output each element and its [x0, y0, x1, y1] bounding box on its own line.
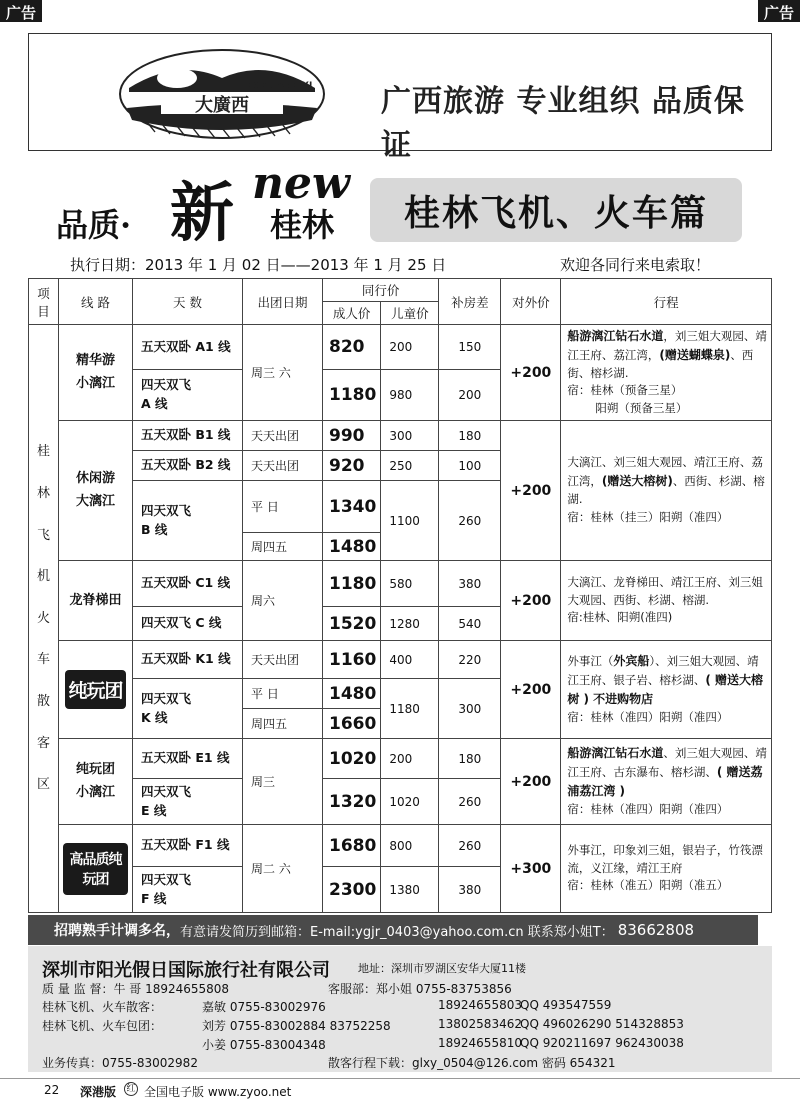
line-name: 纯玩团 小漓江 [59, 739, 133, 825]
recruit-phone: 83662808 [617, 921, 695, 939]
adult-price: 990 [323, 421, 381, 451]
tier-c: 四天双飞 C 线 [133, 607, 243, 641]
execution-dates: 执行日期：2013 年 1 月 02 日——2013 年 1 月 25 日 [70, 256, 447, 274]
adult-price: 1680 [323, 825, 381, 867]
company-address: 地址：深圳市罗湖区安华大厦11楼 [358, 962, 526, 975]
company-name: 深圳市阳光假日国际旅行社有限公司 [42, 960, 330, 981]
brand-xin: 新 [170, 176, 234, 251]
header-supplement: 补房差 [439, 279, 501, 325]
child-price: 1020 [381, 779, 439, 825]
recruit-bold: 招聘熟手计调多名， [54, 923, 180, 939]
edition-label: 深港版 [80, 1085, 117, 1099]
child-price: 980 [381, 369, 439, 420]
line-name-stamp [59, 825, 133, 913]
tier-f: 四天双飞 F 线 [133, 867, 243, 913]
adult-price: 1480 [323, 679, 381, 709]
itinerary: 外事江，印象刘三姐，银岩子，竹筏漂流，义江缘，靖江王府 宿：桂林（准五）阳朔（准五） [561, 825, 772, 913]
ad-tag-right: 广告 [758, 0, 800, 22]
external-price: +200 [501, 739, 561, 825]
tier-e: 四天双飞 E 线 [133, 779, 243, 825]
line-name: 精华游 小漓江 [59, 325, 133, 421]
child-price: 200 [381, 325, 439, 370]
departure: 周四五 [243, 533, 323, 561]
header-external: 对外价 [501, 279, 561, 325]
adult-price: 1340 [323, 481, 381, 533]
supplement: 300 [439, 679, 501, 739]
logo-chinese: 大廣西 [195, 95, 249, 116]
tier-k1: 五天双卧 K1 线 [133, 641, 243, 679]
departure: 周四五 [243, 709, 323, 739]
brand-new: new [252, 158, 350, 209]
header-line: 线 路 [59, 279, 133, 325]
brand-prefix: 品质· [56, 206, 132, 244]
child-price: 1280 [381, 607, 439, 641]
tier-e1: 五天双卧 E1 线 [133, 739, 243, 779]
header-peer-price: 同行价 [323, 279, 439, 302]
child-price: 1100 [381, 481, 439, 561]
departure: 天天出团 [243, 641, 323, 679]
child-price: 580 [381, 561, 439, 607]
slogan: 广西旅游 专业组织 品质保证 [381, 84, 745, 163]
external-price: +300 [501, 825, 561, 913]
logo-english: DA GUANG XI [245, 81, 313, 91]
header-adult: 成人价 [323, 302, 381, 325]
line-name-stamp [59, 641, 133, 739]
tier-a: 四天双飞 A 线 [133, 369, 243, 420]
header-child: 儿童价 [381, 302, 439, 325]
daguangxi-logo [117, 48, 327, 140]
routes-table [28, 278, 772, 913]
supplement: 220 [439, 641, 501, 679]
child-price: 1380 [381, 867, 439, 913]
adult-price: 1180 [323, 561, 381, 607]
adult-price: 920 [323, 451, 381, 481]
page-footer [0, 1078, 800, 1100]
header-departure: 出团日期 [243, 279, 323, 325]
adult-price: 1320 [323, 779, 381, 825]
tier-a1: 五天双卧 A1 线 [133, 325, 243, 370]
itinerary: 外事江（外宾船）、刘三姐大观园、靖江王府、银子岩、榕杉湖、( 赠送大榕树 ) 不进购物店 宿：桂林（准四）阳朔（准四） [561, 641, 772, 739]
departure: 天天出团 [243, 451, 323, 481]
ad-tag-left: 广告 [0, 0, 42, 22]
external-price: +200 [501, 421, 561, 561]
header-itinerary: 行程 [561, 279, 772, 325]
tier-b2: 五天双卧 B2 线 [133, 451, 243, 481]
line-name: 龙脊梯田 [59, 561, 133, 641]
tier-b: 四天双飞 B 线 [133, 481, 243, 561]
child-price: 300 [381, 421, 439, 451]
departure: 周六 [243, 561, 323, 641]
itinerary: 船游漓江钻石水道、刘三姐大观园、靖江王府、古东瀑布、榕杉湖、( 赠送荔浦荔江湾 ) 宿：桂林（准四）阳朔（准四） [561, 739, 772, 825]
itinerary: 船游漓江钻石水道，刘三姐大观园、靖江王府、荔江湾，(赠送蝴蝶泉)、西街、榕杉湖. 宿：桂林（预备三星） 阳朔（预备三星） [561, 325, 772, 421]
supplement: 540 [439, 607, 501, 641]
child-price: 400 [381, 641, 439, 679]
title-row [56, 158, 772, 250]
banner [28, 33, 772, 163]
supplement: 260 [439, 779, 501, 825]
brand-city: 桂林 [270, 206, 335, 244]
stamp-label: 纯玩团 [65, 670, 125, 709]
departure: 周三 [243, 739, 323, 825]
adult-price: 1480 [323, 533, 381, 561]
region-label: 桂 林 飞 机 火 车 散 客 区 [29, 325, 59, 913]
supplement: 260 [439, 481, 501, 561]
adult-price: 1160 [323, 641, 381, 679]
supplement: 200 [439, 369, 501, 420]
section-title: 桂林飞机、火车篇 [370, 178, 742, 242]
page-number: 22 [44, 1083, 60, 1097]
supplement: 380 [439, 561, 501, 607]
child-price: 800 [381, 825, 439, 867]
red-badge-icon: 红 [124, 1082, 138, 1096]
adult-price: 1180 [323, 369, 381, 420]
child-price: 200 [381, 739, 439, 779]
supplement: 100 [439, 451, 501, 481]
external-price: +200 [501, 641, 561, 739]
child-price: 250 [381, 451, 439, 481]
departure: 周二 六 [243, 825, 323, 913]
website-link[interactable]: 全国电子版 www.zyoo.net [144, 1085, 292, 1099]
supplement: 150 [439, 325, 501, 370]
departure: 平 日 [243, 679, 323, 709]
departure: 周三 六 [243, 325, 323, 421]
adult-price: 820 [323, 325, 381, 370]
tier-k: 四天双飞 K 线 [133, 679, 243, 739]
external-price: +200 [501, 325, 561, 421]
departure: 天天出团 [243, 421, 323, 451]
departure: 平 日 [243, 481, 323, 533]
child-price: 1180 [381, 679, 439, 739]
line-name: 休闲游 大漓江 [59, 421, 133, 561]
adult-price: 1660 [323, 709, 381, 739]
adult-price: 1020 [323, 739, 381, 779]
adult-price: 2300 [323, 867, 381, 913]
company-footer: 深圳市阳光假日国际旅行社有限公司 地址：深圳市罗湖区安华大厦11楼 质 量 监 督：牛 哥 18924655808 客服部：郑小姐 0755-83753856 桂林飞机、火车散客： 嘉敏 0755-83002976 18924655803 QQ 493547559 桂林飞机、火车包团： 刘芳 0755-83002884 83752258 13802583462 QQ 496026290 514328853 小姜 0755-83004348 18924655810 QQ 920211697 962430038 业务传真：0755-83002982 散客行程下载：glxy_0504@126.com 密码 654321 [28, 946, 772, 1072]
supplement: 180 [439, 421, 501, 451]
header-region: 项目 [29, 279, 59, 325]
recruit-text: 有意请发简历到邮箱：E-mail:ygjr_0403@yahoo.com.cn 联系郑小姐T： [180, 924, 614, 940]
supplement: 180 [439, 739, 501, 779]
tier-c1: 五天双卧 C1 线 [133, 561, 243, 607]
header-days: 天 数 [133, 279, 243, 325]
adult-price: 1520 [323, 607, 381, 641]
supplement: 380 [439, 867, 501, 913]
recruit-bar [28, 915, 758, 945]
itinerary: 大漓江、龙脊梯田、靖江王府、刘三姐大观园、西街、杉湖、榕湖. 宿:桂林、阳朔(准四) [561, 561, 772, 641]
supplement: 260 [439, 825, 501, 867]
tier-b1: 五天双卧 B1 线 [133, 421, 243, 451]
itinerary: 大漓江、刘三姐大观园、靖江王府、荔江湾，(赠送大榕树)、西街、杉湖、榕湖. 宿：桂林（挂三）阳朔（准四） [561, 421, 772, 561]
tier-f1: 五天双卧 F1 线 [133, 825, 243, 867]
welcome-text: 欢迎各同行来电索取！ [560, 256, 711, 274]
stamp-label: 高品质纯玩团 [63, 843, 128, 895]
external-price: +200 [501, 561, 561, 641]
